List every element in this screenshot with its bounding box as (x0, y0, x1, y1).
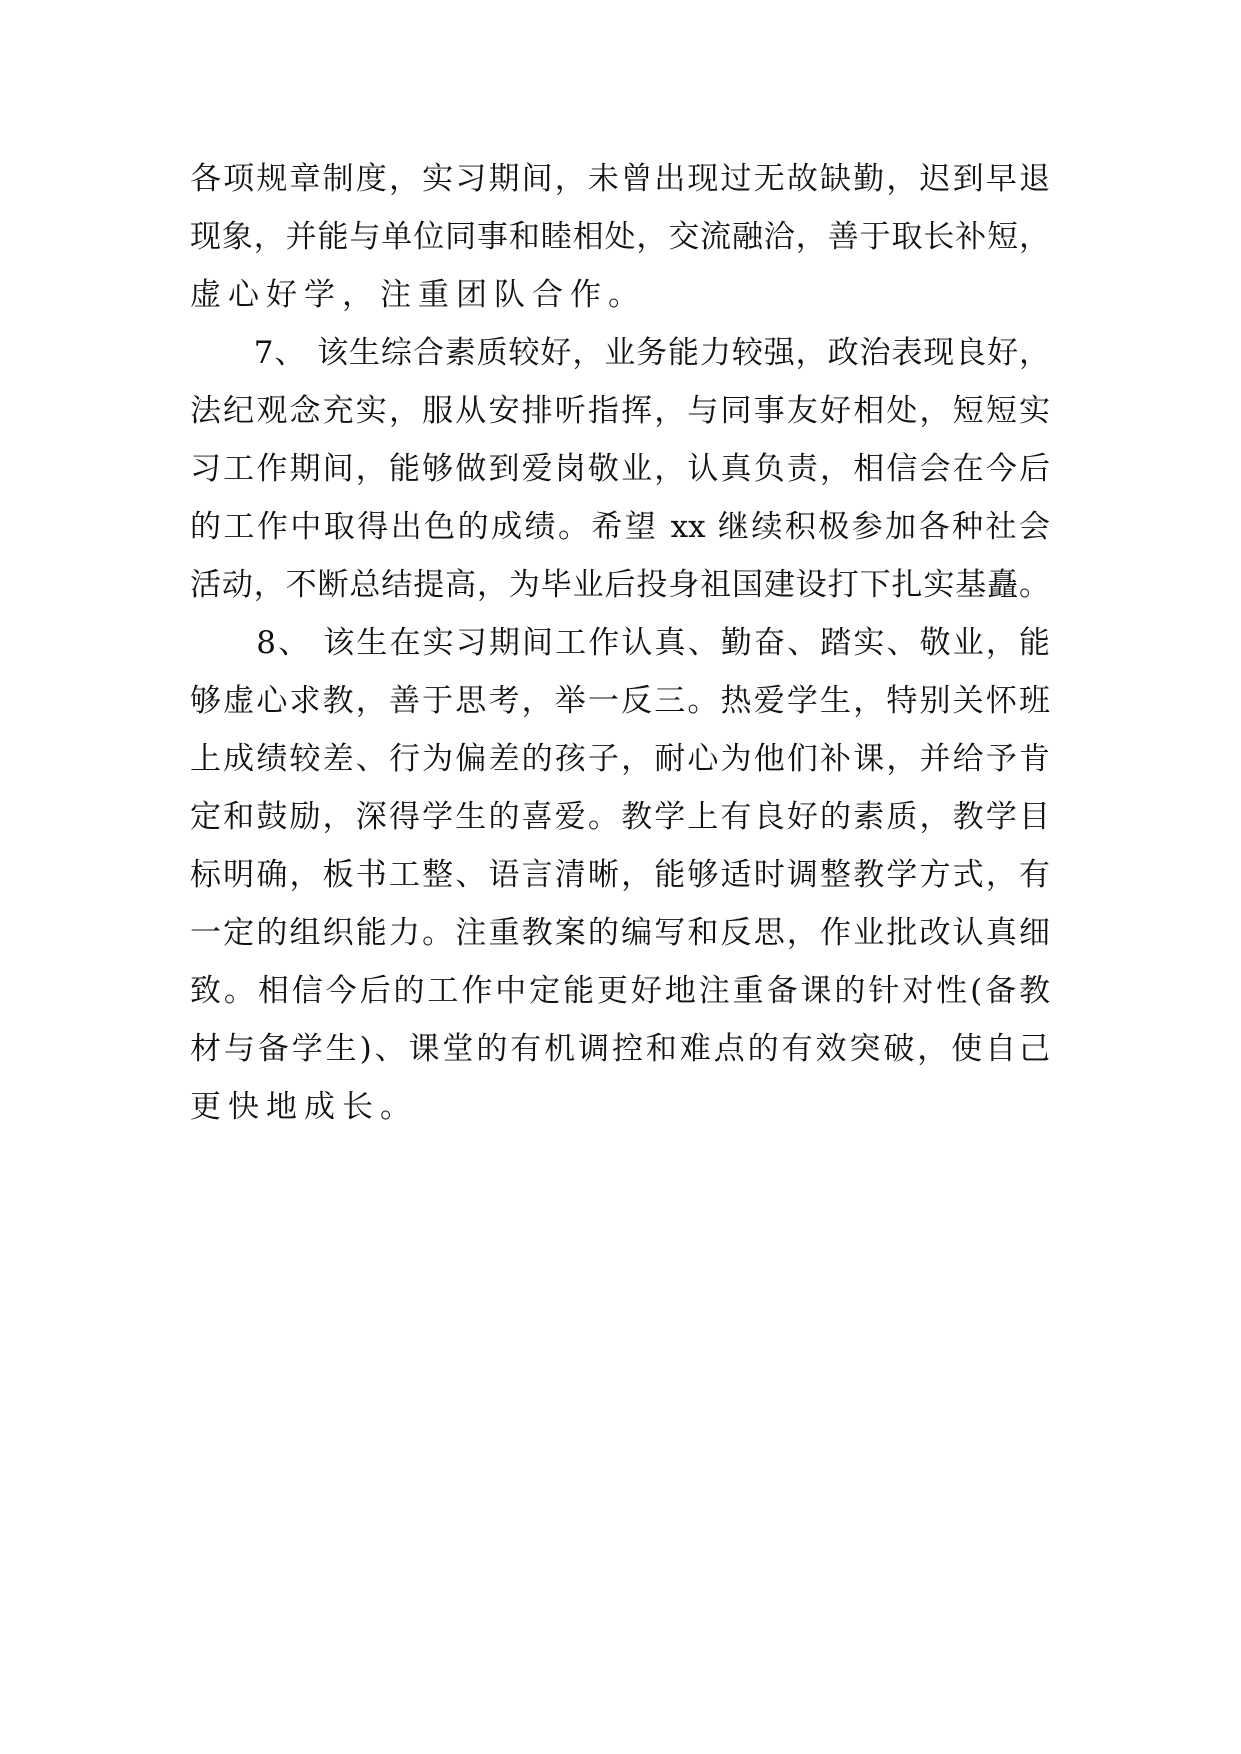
text-line: 7、 该生综合素质较好，业务能力较强，政治表现良好， (190, 335, 1050, 371)
text-line: 活动，不断总结提高，为毕业后投身祖国建设打下扎实基矗。 (190, 567, 1050, 603)
body-text (190, 150, 1050, 1136)
text-line: 定和鼓励，深得学生的喜爱。教学上有良好的素质，教学目 (190, 799, 1050, 835)
text-line: 法纪观念充实，服从安排听指挥，与同事友好相处，短短实 (190, 393, 1050, 429)
text-line: 8、 该生在实习期间工作认真、勤奋、踏实、敬业，能 (190, 625, 1050, 661)
text-line: 材与备学生)、课堂的有机调控和难点的有效突破，使自己 (190, 1031, 1050, 1067)
text-line: 现象，并能与单位同事和睦相处，交流融洽，善于取长补短， (190, 219, 1050, 255)
text-line: 更快地成长。 (190, 1089, 418, 1125)
text-line: 各项规章制度，实习期间，未曾出现过无故缺勤，迟到早退 (190, 161, 1050, 197)
text-line: 标明确，板书工整、语言清晰，能够适时调整教学方式，有 (190, 857, 1050, 893)
text-line: 够虚心求教，善于思考，举一反三。热爱学生，特别关怀班 (190, 683, 1050, 719)
text-line: 虚心好学，注重团队合作。 (190, 277, 646, 313)
text-line: 致。相信今后的工作中定能更好地注重备课的针对性(备教 (190, 973, 1050, 1009)
text-line: 的工作中取得出色的成绩。希望 xx 继续积极参加各种社会 (190, 509, 1050, 545)
text-line: 一定的组织能力。注重教案的编写和反思，作业批改认真细 (190, 915, 1050, 951)
text-line: 习工作期间，能够做到爱岗敬业，认真负责，相信会在今后 (190, 451, 1050, 487)
text-line: 上成绩较差、行为偏差的孩子，耐心为他们补课，并给予肯 (190, 741, 1050, 777)
